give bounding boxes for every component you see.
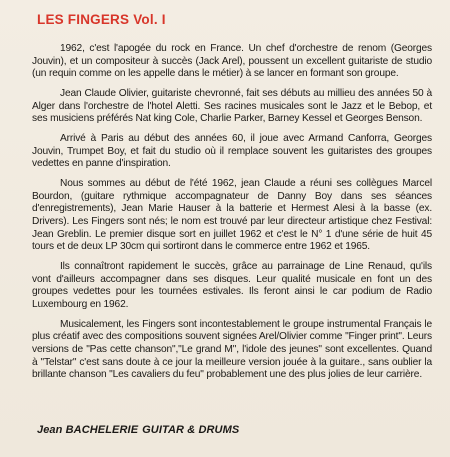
paragraph-6: Musicalement, les Fingers sont incontestablement le groupe instrumental Français le plus créatif avec des compositions souvent signées Arel/Olivier comme "Finger print". Leurs versions de "Pas cette chanson","Le grand M", l'idole des jeunes" sont excellentes. Quand à "Telstar" c'est sans doute à ce jour la meilleure version jouée à la guitare., sans oublier la brillante chanson "Les cavaliers du feu" probablement une des plus jolies de leur carrière. [32,318,432,381]
author-signature [37,424,239,436]
paragraph-2: Jean Claude Olivier, guitariste chevronné, fait ses débuts au millieu des années 50 à Alger dans l'orchestre de l'hotel Aletti. Ses racines musicales sont le Jazz et le Bebop, et ses musiciens préférés Nat king Cole, Charlie Parker, Barney Kessel et Georges Benson. [32,88,432,125]
paragraph-5: Ils connaîtront rapidement le succès, grâce au parrainage de Line Renaud, qu'ils vont d'ailleurs accompagner dans ses disques. Leur qualité musicale en font un des groupes vedettes pour les tournées estivales. Ils feront ainsi le car podium de Radio Luxembourg en 1962. [32,261,432,310]
volume-label: Vol. I [133,12,166,27]
title-text: LES FINGERS [37,12,130,27]
paragraph-4: Nous sommes au début de l'été 1962, jean Claude a réuni ses collègues Marcel Bourdon, (guitare rythmique accompagnateur de Danny Boy dans ses séances d'enregistrements), Jean Marie Hauser à la batterie et Hermest Alesi à la basse (ex. Drivers). Les Fingers sont nés; le nom est trouvé par leur directeur artistique chez Festival: Jean Greblin. Le premier disque sort en juillet 1962 et c'est le N° 1 d'une série de huit 45 tours et de deux LP 30cm qui sortiront dans le commerce entre 1962 et 1965. [32,178,432,253]
author-role: GUITAR & DRUMS [142,424,240,436]
paragraph-1: 1962, c'est l'apogée du rock en France. Un chef d'orchestre de renom (Georges Jouvin), et un compositeur à succès (Jack Arel), poussent un excellent guitariste de studio (un requin comme on les appelle dans le métier) à se lancer en formant son groupe. [32,43,432,80]
page-title [37,12,166,27]
paragraph-3: Arrivé à Paris au début des années 60, il joue avec Armand Canforra, Georges Jouvin, Trumpet Boy, et fait du studio où il remplace souvent les guitaristes des groupes vedettes en panne d'inspiration. [32,133,432,170]
author-name: Jean BACHELERIE [37,424,139,436]
article-body [32,43,432,389]
